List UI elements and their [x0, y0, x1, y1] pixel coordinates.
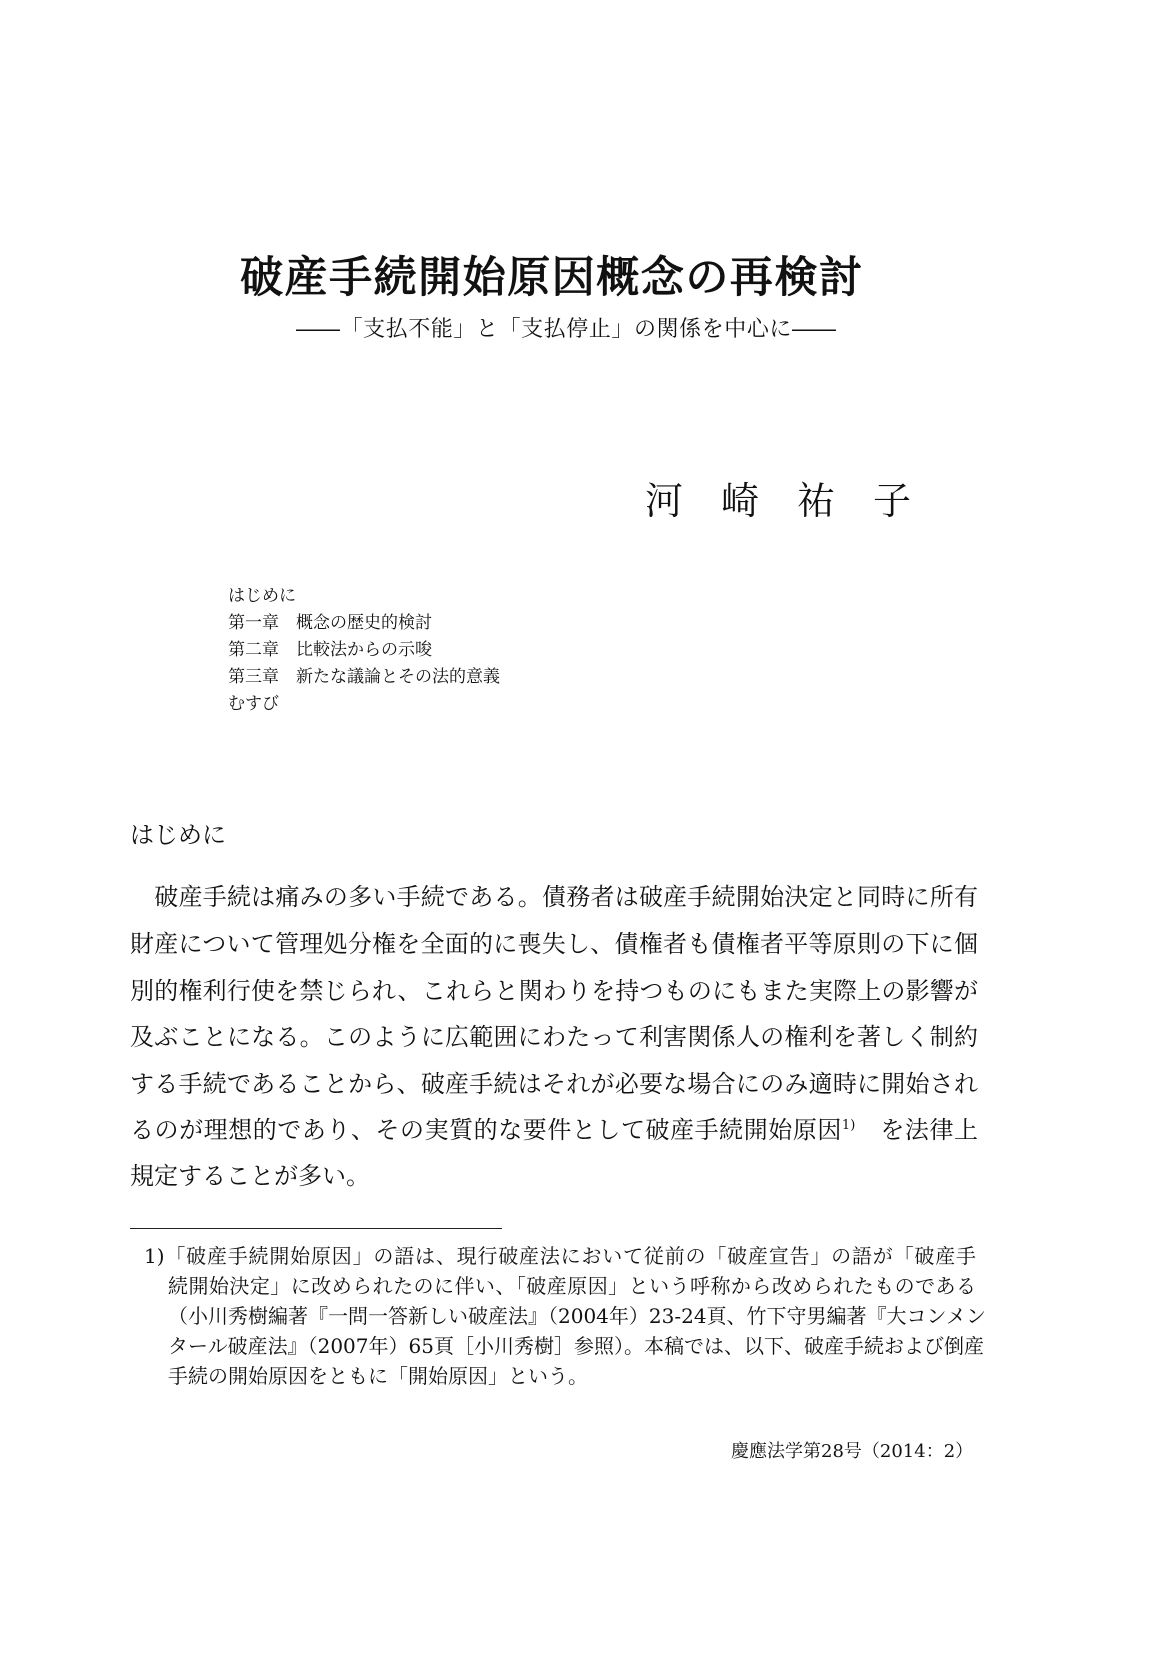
journal-footer: 慶應法学第28号（2014：2） — [731, 1441, 974, 1462]
body-line: 財産について管理処分権を全面的に喪失し、債権者も債権者平等原則の下に個 — [130, 930, 978, 958]
body-line-text: るのが理想的であり、その実質的な要件として破産手続開始原因 — [130, 1116, 842, 1144]
body-line: 及ぶことになる。このように広範囲にわたって利害関係人の権利を著しく制約 — [130, 1023, 978, 1051]
footnote-line: タール破産法』（2007年）65頁［小川秀樹］参照）。本稿では、以下、破産手続および倒産 — [168, 1334, 984, 1358]
footnote-divider — [130, 1228, 502, 1229]
footnote-line: 1)「破産手続開始原因」の語は、現行破産法において従前の「破産宣告」の語が「破産手 — [144, 1244, 976, 1268]
toc-item: はじめに — [228, 586, 296, 606]
toc-item: むすび — [228, 694, 279, 714]
footnote-reference[interactable]: 1) — [841, 1118, 856, 1133]
toc-item: 第三章 新たな議論とその法的意義 — [228, 667, 500, 687]
footnote-line: （小川秀樹編著『一問一答新しい破産法』（2004年）23-24頁、竹下守男編著『大コンメン — [168, 1304, 986, 1328]
body-line-tail: を法律上 — [880, 1116, 979, 1144]
paper-title: 破産手続開始原因概念の再検討 — [240, 253, 862, 303]
body-line: する手続であることから、破産手続はそれが必要な場合にのみ適時に開始され — [130, 1070, 978, 1098]
body-line: 規定することが多い。 — [130, 1162, 370, 1190]
toc-item: 第一章 概念の歴史的検討 — [228, 613, 432, 633]
body-line: 破産手続は痛みの多い手続である。債務者は破産手続開始決定と同時に所有 — [130, 883, 978, 911]
section-heading: はじめに — [130, 821, 226, 849]
paper-subtitle: ――「支払不能」と「支払停止」の関係を中心に―― — [296, 317, 836, 342]
toc-item: 第二章 比較法からの示唆 — [228, 640, 432, 660]
footnote-line: 続開始決定」に改められたのに伴い、「破産原因」という呼称から改められたものである — [168, 1274, 976, 1298]
table-of-contents — [228, 583, 500, 718]
body-line: 別的権利行使を禁じられ、これらと関わりを持つものにもまた実際上の影響が — [130, 977, 978, 1005]
body-line — [130, 1110, 978, 1145]
footnote-line: 手続の開始原因をともに「開始原因」という。 — [168, 1364, 588, 1388]
author-name: 河 崎 祐 子 — [645, 479, 912, 523]
